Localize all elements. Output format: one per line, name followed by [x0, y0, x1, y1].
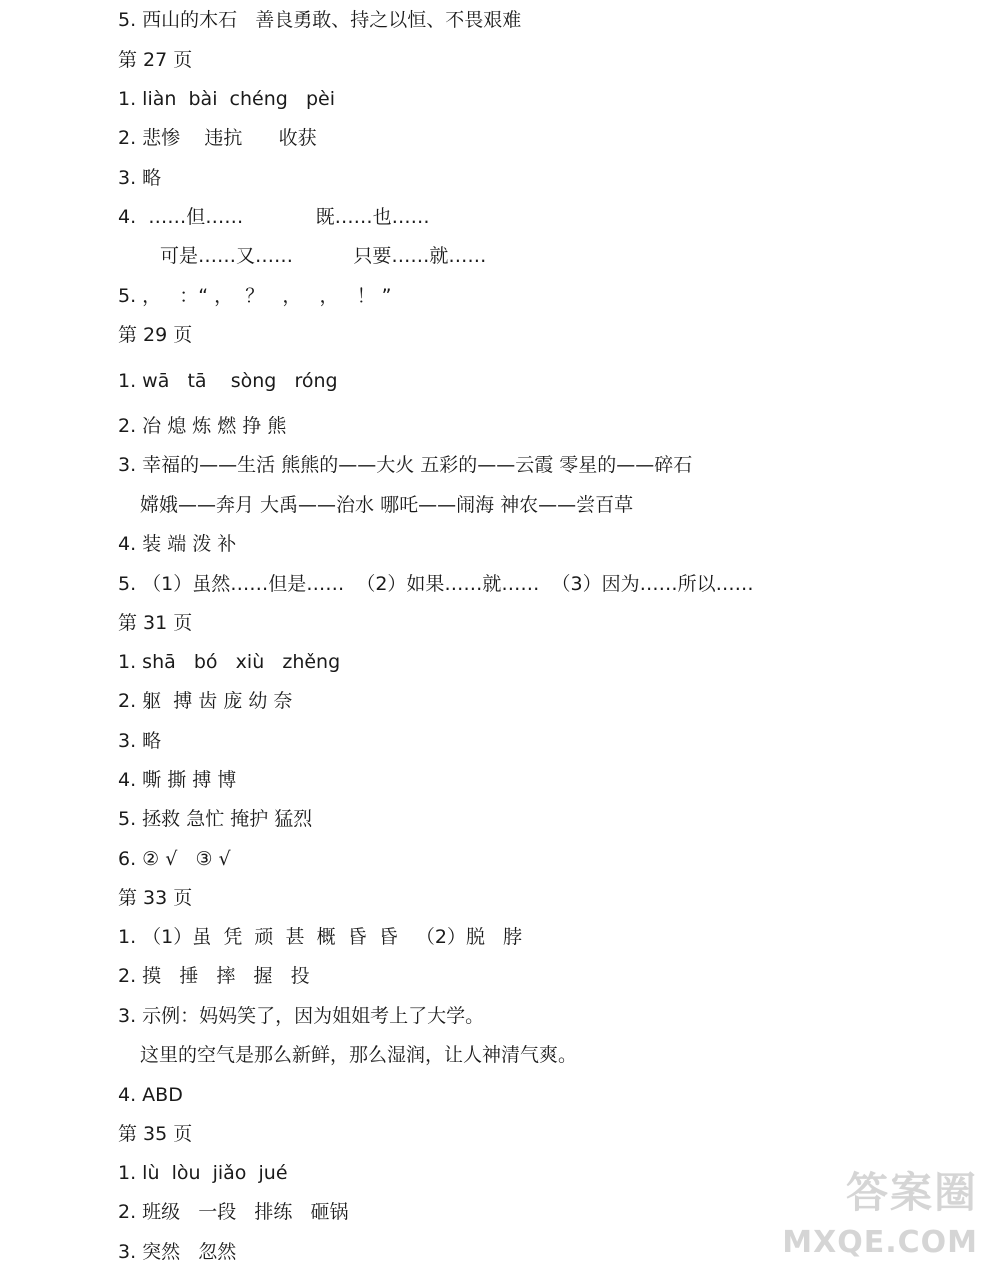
text-line: 2. 悲惨 违抗 收获: [118, 127, 317, 149]
watermark-site: MXQE.COM: [782, 1225, 978, 1260]
text-line: 5. 西山的木石 善良勇敢、持之以恒、不畏艰难: [118, 9, 522, 31]
text-line: 1. liàn bài chéng pèi: [118, 88, 335, 110]
text-line: 5. 拯救 急忙 掩护 猛烈: [118, 808, 313, 830]
text-line: 2. 躯 搏 齿 庞 幼 奈: [118, 690, 293, 712]
text-line: 3. 略: [118, 730, 162, 752]
text-line: 1. shā bó xiù zhěng: [118, 651, 341, 673]
watermark: [768, 1160, 978, 1260]
section-heading: 第 31 页: [118, 612, 193, 634]
text-line: 3. 示例：妈妈笑了，因为姐姐考上了大学。: [118, 1005, 485, 1027]
watermark-logo: 答案圈: [845, 1168, 978, 1217]
section-heading: 第 29 页: [118, 324, 193, 346]
text-line: 4. 装 端 泼 补: [118, 533, 237, 555]
text-line: 1. （1）虽 凭 顽 甚 概 昏 昏 （2）脱 脖: [118, 926, 523, 948]
text-line: 2. 冶 熄 炼 燃 挣 熊: [118, 415, 287, 437]
text-line: 5. （1）虽然……但是…… （2）如果……就…… （3）因为……所以……: [118, 573, 754, 595]
text-line: 嫦娥——奔月 大禹——治水 哪吒——闹海 神农——尝百草: [140, 494, 634, 516]
text-line: 4. 嘶 撕 搏 博: [118, 769, 237, 791]
text-line: 2. 摸 捶 摔 握 投: [118, 965, 310, 987]
text-line: 这里的空气是那么新鲜，那么湿润，让人神清气爽。: [140, 1044, 578, 1066]
text-line: 4. ……但…… 既……也……: [118, 206, 430, 228]
text-line: 3. 突然 忽然: [118, 1241, 237, 1263]
text-line: 2. 班级 一段 排练 砸锅: [118, 1201, 349, 1223]
section-heading: 第 27 页: [118, 49, 193, 71]
text-line: 3. 略: [118, 167, 162, 189]
section-heading: 第 35 页: [118, 1123, 193, 1145]
text-line: 4. ABD: [118, 1084, 183, 1106]
text-line: 3. 幸福的——生活 熊熊的——大火 五彩的——云霞 零星的——碎石: [118, 454, 693, 476]
text-line: 5. ， ：“ ， ？ ， ， ！ ”: [118, 285, 392, 307]
text-line: 1. lù lòu jiǎo jué: [118, 1162, 288, 1184]
section-heading: 第 33 页: [118, 887, 193, 909]
text-line: 1. wā tā sòng róng: [118, 370, 338, 392]
text-line: 6. ② √ ③ √: [118, 848, 231, 870]
text-line: 可是……又…… 只要……就……: [160, 245, 487, 267]
